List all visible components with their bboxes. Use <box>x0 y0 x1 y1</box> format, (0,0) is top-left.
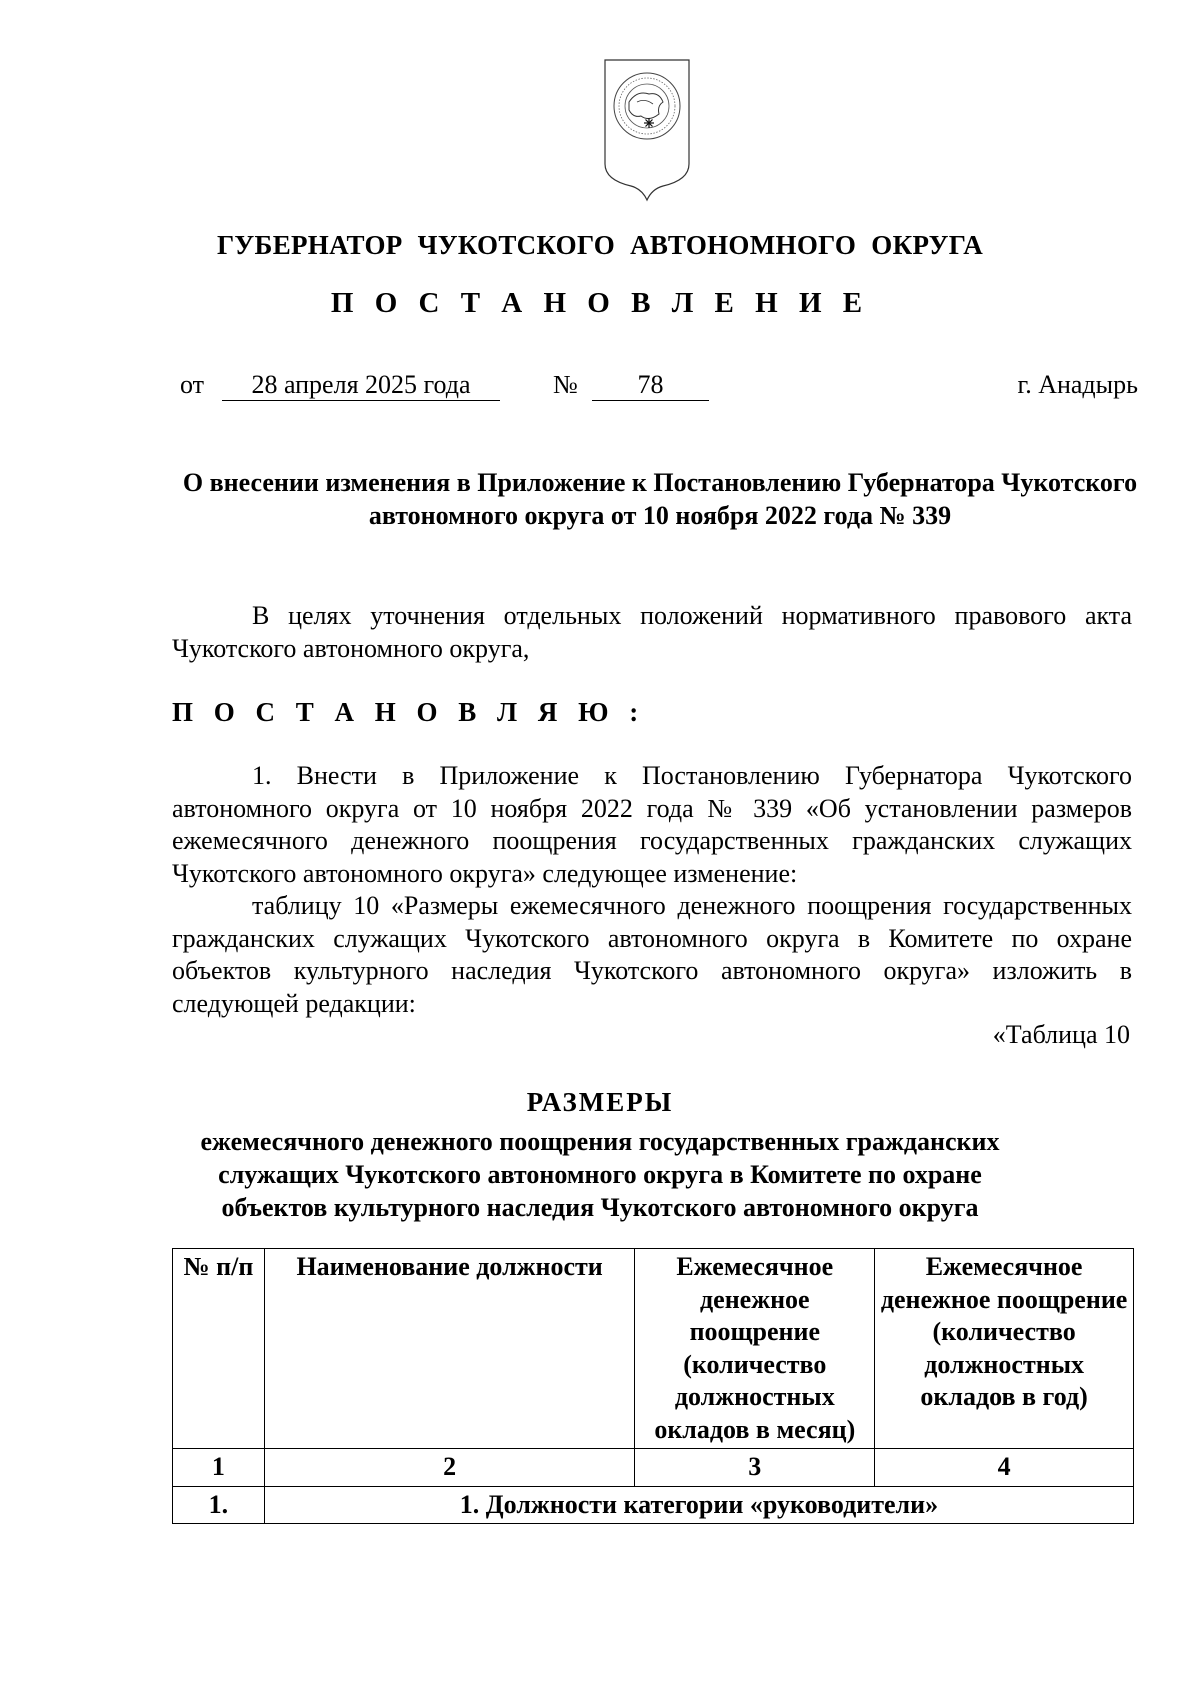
issuing-authority: ГУБЕРНАТОР ЧУКОТСКОГО АВТОНОМНОГО ОКРУГА <box>216 230 984 260</box>
document-number-value: 78 <box>592 370 709 401</box>
date-from-label: от <box>180 370 205 399</box>
table-row-number: 1. <box>173 1486 265 1524</box>
document-number <box>592 370 709 401</box>
item-1-table-paragraph: таблицу 10 «Размеры ежемесячного денежного поощрения государственных гражданских служащих Чукотского автономного округа в Комитете по охране объектов культурного наследия Чукотского автономного округа» изложить в следующей редакции: <box>172 891 1132 1018</box>
document-type: П О С Т А Н О В Л Е Н И Е <box>330 287 870 319</box>
table-label: «Таблица 10 <box>992 1020 1130 1049</box>
document-date <box>222 370 500 401</box>
table-row <box>173 1486 1134 1524</box>
table-title: РАЗМЕРЫ <box>526 1087 674 1117</box>
table-header-row <box>173 1249 1134 1449</box>
rewards-table <box>172 1248 1134 1524</box>
document-subject: О внесении изменения в Приложение к Постановлению Губернатора Чукотского автономного округа от 10 ноября 2022 года № 339 <box>182 468 1138 530</box>
table-number-cell: 3 <box>635 1449 875 1487</box>
resolve-heading: П О С Т А Н О В Л Я Ю : <box>172 697 646 727</box>
table-numbering-row <box>173 1449 1134 1487</box>
table-number-cell: 4 <box>875 1449 1134 1487</box>
table-header-cell: № п/п <box>173 1249 265 1449</box>
table-header-cell: Наименование должности <box>264 1249 635 1449</box>
table-subtitle-text: ежемесячного денежного поощрения государственных гражданских служащих Чукотского автономного округа в Комитете по охране объектов культурного наследия Чукотского автономного округа <box>200 1127 1000 1222</box>
coat-of-arms-emblem <box>597 56 697 206</box>
table-number-cell: 1 <box>173 1449 265 1487</box>
preamble-paragraph: В целях уточнения отдельных положений нормативного правового акта Чукотского автономного округа, <box>172 601 1132 663</box>
number-label: № <box>553 370 578 399</box>
city: г. Анадырь <box>1017 370 1138 399</box>
table-section-heading: 1. Должности категории «руководители» <box>264 1486 1133 1524</box>
table-header-cell: Ежемесячное денежное поощрение (количество должностных окладов в месяц) <box>635 1249 875 1449</box>
table-number-cell: 2 <box>264 1449 635 1487</box>
table-subtitle <box>0 1125 1200 1224</box>
document-date-value: 28 апреля 2025 года <box>222 370 500 401</box>
item-1-paragraph: 1. Внести в Приложение к Постановлению Губернатора Чукотского автономного округа от 10 ноября 2022 года № 339 «Об установлении размеров ежемесячного денежного поощрения государственных гражданских служащих Чукотского автономного округа» следующее изменение: <box>172 761 1132 888</box>
table-header-cell: Ежемесячное денежное поощрение (количество должностных окладов в год) <box>875 1249 1134 1449</box>
